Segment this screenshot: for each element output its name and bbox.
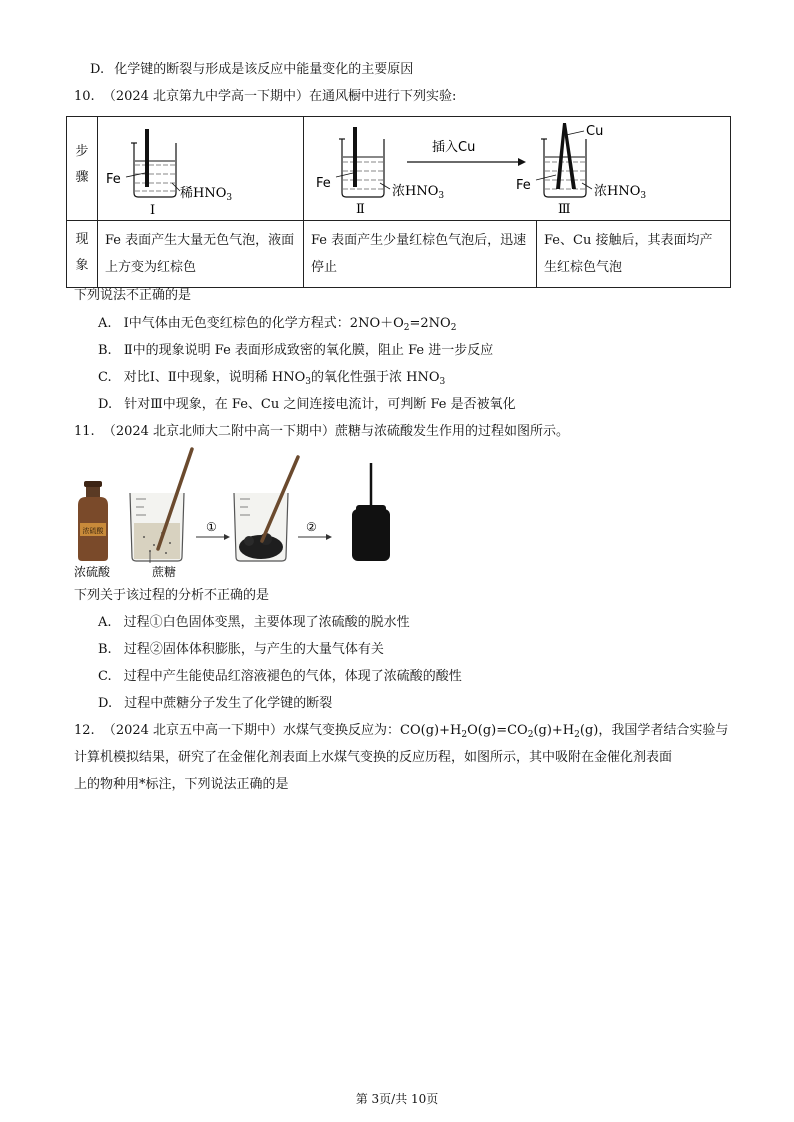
acid-text-iii: 浓HNO [594,184,641,199]
roman-label-ii: Ⅱ [356,202,365,217]
stem-part: 水煤气变换反应为：CO(g)+H [283,723,462,738]
question-stem: 在通风橱中进行下列实验: [309,89,457,104]
option-text: 化学键的断裂与形成是该反应中能量变化的主要原因 [114,62,414,77]
q11-prompt: 下列关于该过程的分析不正确的是 [74,588,270,603]
q11-option-c [98,667,462,687]
option-label: A. [98,615,112,630]
option-label: B. [98,343,112,358]
page-footer: 第 3页/共 10页 [355,1092,439,1106]
phenomenon-text: Fe、Cu 接触后，其表面均产生红棕色气泡 [544,233,713,275]
acid-subscript: 3 [226,193,233,203]
q10-option-b [98,341,493,361]
subscript: 2 [574,730,580,740]
question-source: （2024 北京五中高一下期中） [102,723,284,738]
option-text-part: Ⅰ中气体由无色变红棕色的化学方程式：2NO＋O [123,316,404,331]
option-label: C. [98,669,112,684]
row-header-char: 现 [75,232,89,247]
option-label: D. [98,696,113,711]
acid-subscript-iii: 3 [640,191,647,201]
row-header-char: 骤 [75,170,89,185]
phenomenon-iii [537,221,731,288]
option-text: Ⅱ中的现象说明 Fe 表面形成致密的氧化膜，阻止 Fe 进一步反应 [123,343,494,358]
beaker-carbon [234,457,298,561]
question-source: （2024 北京北师大二附中高一下期中） [102,424,336,439]
bottle-tag: 浓硫酸 [82,527,104,535]
row-header-steps [67,117,98,221]
prev-option-d [90,60,413,80]
option-label: D. [98,397,113,412]
q10-header [74,87,456,107]
stem-part: O(g)=CO [467,723,528,738]
carbon-column [352,463,390,561]
arrow-label: 插入Cu [432,140,476,155]
subscript: 2 [450,323,457,333]
phenomenon-ii [304,221,537,288]
q10-option-d [98,395,516,415]
row-header-char: 象 [75,258,89,273]
question-stem [283,723,728,738]
q11-option-b [98,640,384,660]
subscript: 3 [305,377,311,387]
q10-option-a [98,314,456,334]
option-text [124,316,457,331]
label-acid: 浓硫酸 [74,565,111,579]
option-label: D. [90,62,105,77]
roman-label: Ⅰ [150,203,156,218]
acid-subscript-ii: 3 [438,191,445,201]
option-text: 针对Ⅲ中现象，在 Fe、Cu 之间连接电流计，可判断 Fe 是否被氧化 [124,397,516,412]
q10-option-c [98,368,445,388]
option-text: 过程中蔗糖分子发生了化学键的断裂 [124,696,333,711]
acid-label-ii [392,184,444,201]
sugar-acid-figure [66,445,406,580]
q10-prompt: 下列说法不正确的是 [74,288,192,303]
option-label: A. [98,316,112,331]
row-header-char: 步 [75,144,89,159]
phenomenon-i [98,221,304,288]
stem-part: (g)+H [533,723,575,738]
experiment-table [66,116,731,288]
beaker-ii-iii-diagram [304,117,731,220]
subscript: 3 [439,377,446,387]
fe-label-ii: Fe [316,176,331,191]
q11-option-d [98,694,332,714]
arrow-head-icon [518,158,526,166]
option-text-part: 对比Ⅰ、Ⅱ中现象，说明稀 HNO [123,370,306,385]
option-text-part: 的氧化性强于浓 HNO [310,370,440,385]
question-stem: 蔗糖与浓硫酸发生作用的过程如图所示。 [335,424,570,439]
step-1: ① [206,520,217,534]
q12-line-2: 计算机模拟结果，研究了在金催化剂表面上水煤气变换的反应历程，如图所示，其中吸附在金催化剂表面 [74,750,673,765]
q11-header [74,422,569,442]
fe-label: Fe [106,172,121,187]
phenomenon-text: Fe 表面产生少量红棕色气泡后，迅速停止 [311,233,527,275]
roman-label-iii: Ⅲ [558,202,571,217]
phenomenon-text: Fe 表面产生大量无色气泡，液面上方变为红棕色 [105,233,295,275]
question-number: 10. [74,89,95,104]
acid-text: 稀HNO [180,186,227,201]
acid-bottle-icon [78,481,108,561]
step-2: ② [306,520,317,534]
subscript: 2 [403,323,410,333]
option-text: 过程①白色固体变黑，主要体现了浓硫酸的脱水性 [123,615,410,630]
q11-option-a [98,613,410,633]
acid-label-iii [594,184,646,201]
fe-label-iii: Fe [516,178,531,193]
option-text: 过程中产生能使品红溶液褪色的气体，体现了浓硫酸的酸性 [123,669,462,684]
q12-line-3: 上的物种用*标注，下列说法正确的是 [74,777,289,792]
beaker-i-diagram [98,117,304,220]
figure-i-cell [98,117,304,221]
question-number: 11. [74,424,95,439]
subscript: 2 [461,730,468,740]
option-label: C. [98,370,112,385]
acid-label [180,185,232,203]
question-number: 12. [74,723,95,738]
acid-text-ii: 浓HNO [392,184,439,199]
option-text: 过程②固体体积膨胀，与产生的大量气体有关 [123,642,384,657]
beaker-sugar [130,449,192,561]
option-text [124,370,445,385]
q12-line-1 [74,721,728,741]
row-header-phenomena [67,221,98,288]
figure-ii-iii-cell [304,117,731,221]
stem-part: (g)，我国学者结合实验与 [579,723,729,738]
option-label: B. [98,642,112,657]
option-text-part: =2NO [409,316,451,331]
label-sugar: 蔗糖 [152,565,177,579]
subscript: 2 [527,730,534,740]
cu-label: Cu [586,124,604,139]
question-source: （2024 北京第九中学高一下期中） [102,89,310,104]
